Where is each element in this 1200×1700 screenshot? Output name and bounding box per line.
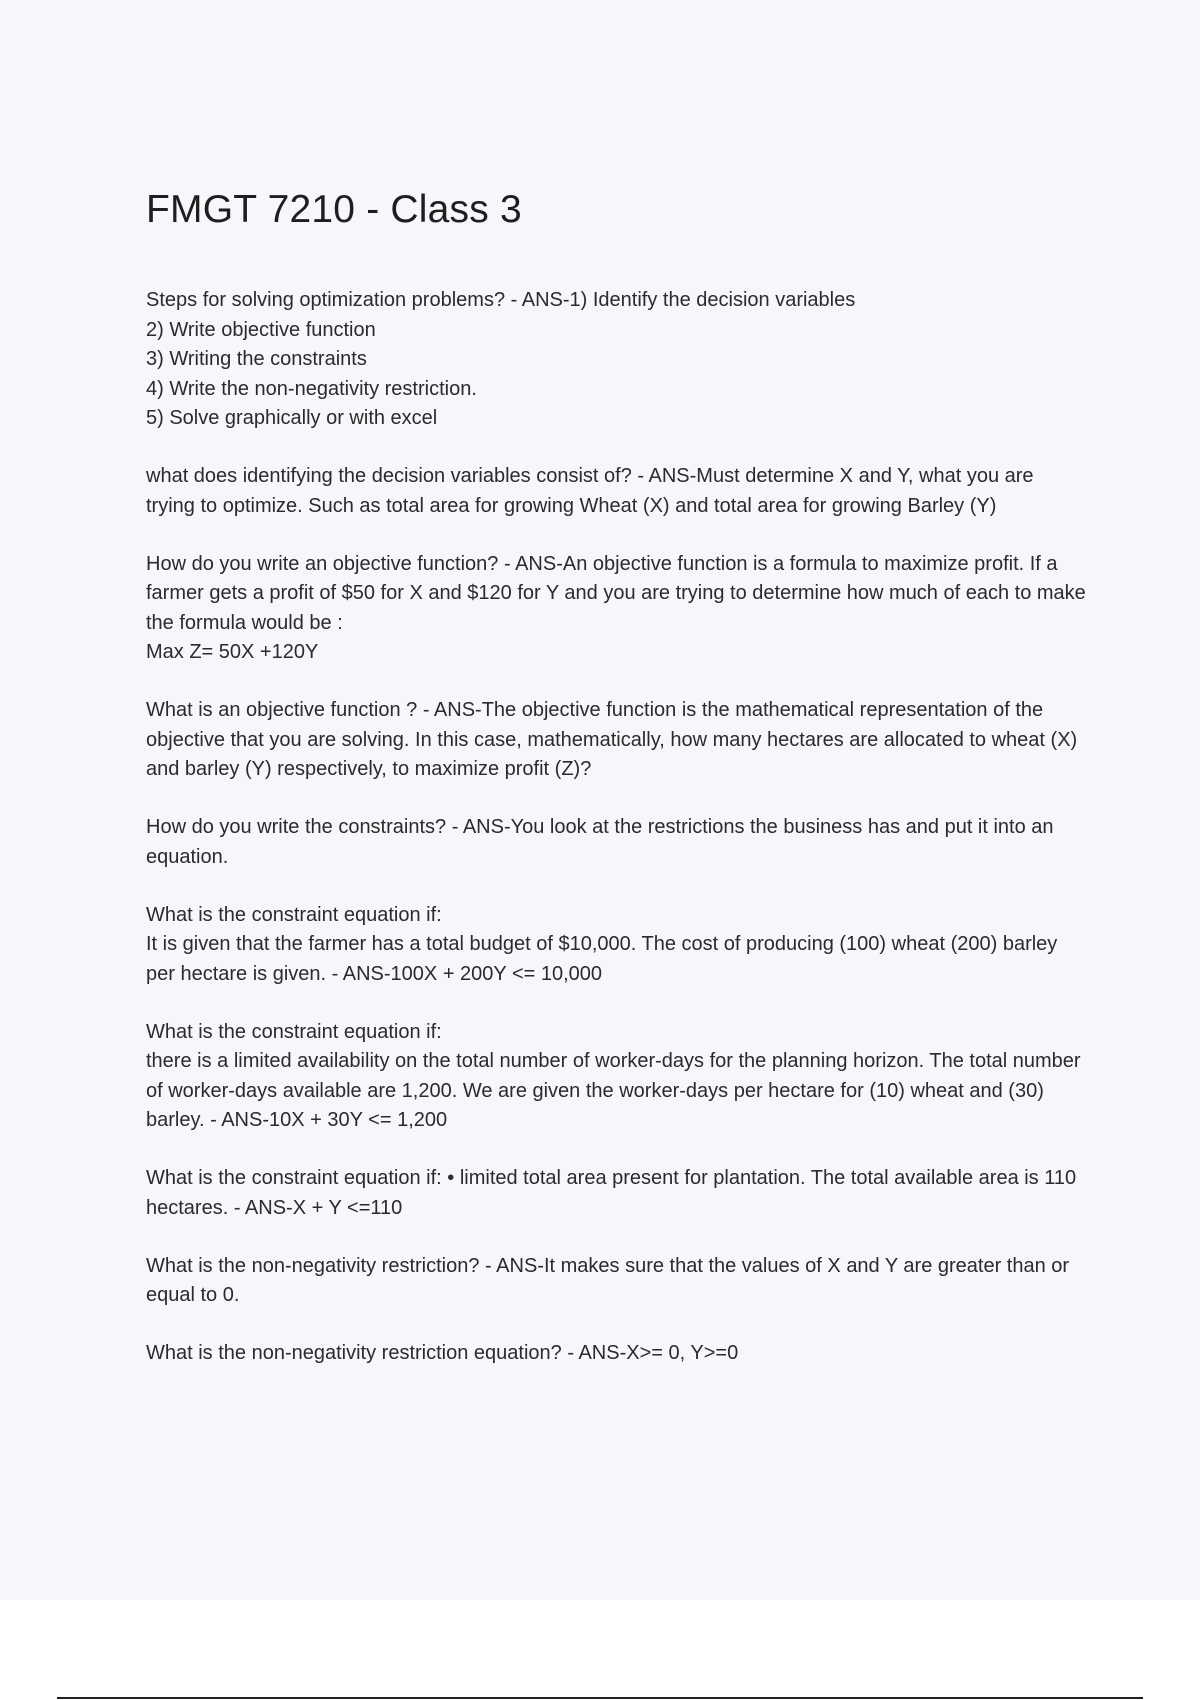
qa-entry-6: [146, 901, 1086, 990]
qa-line: What is the constraint equation if:: [146, 1020, 442, 1043]
qa-entry-8: [146, 1164, 1086, 1223]
document-content: [146, 186, 1086, 1397]
qa-line: What is the constraint equation if: • limited total area present for plantation. The total available area is 110 hectares. - ANS-X + Y <=110: [146, 1167, 1077, 1219]
qa-line: What is the non-negativity restriction equation? - ANS-X>= 0, Y>=0: [146, 1342, 739, 1364]
qa-entry-2: [146, 462, 1086, 521]
qa-line: Max Z= 50X +120Y: [146, 641, 319, 663]
qa-entry-7: [146, 1018, 1086, 1136]
qa-line: Steps for solving optimization problems? - ANS-1) Identify the decision variables: [146, 289, 856, 311]
qa-line: 4) Write the non-negativity restriction.: [146, 377, 477, 400]
qa-line: 2) Write objective function: [146, 318, 376, 341]
qa-entry-1: [146, 286, 1086, 434]
qa-line: How do you write the constraints? - ANS-You look at the restrictions the business has and put it into an equation.: [146, 816, 1054, 868]
footer-divider: [57, 1697, 1143, 1699]
qa-line: It is given that the farmer has a total budget of $10,000. The cost of producing (100) wheat (200) barley per hectare is given. - ANS-100X + 200Y <= 10,000: [146, 933, 1058, 985]
document-title: FMGT 7210 - Class 3: [146, 188, 522, 231]
qa-line: what does identifying the decision variables consist of? - ANS-Must determine X and Y, what you are trying to optimize. Such as total area for growing Wheat (X) and total area for growing Barley (Y): [146, 465, 1034, 517]
qa-line: 5) Solve graphically or with excel: [146, 407, 438, 429]
qa-entry-5: [146, 813, 1086, 872]
qa-line: there is a limited availability on the total number of worker-days for the planning horizon. The total number of worker-days available are 1,200. We are given the worker-days per hectare for (10) wheat and (30) barley. - ANS-10X + 30Y <= 1,200: [146, 1050, 1081, 1131]
qa-line: How do you write an objective function? - ANS-An objective function is a formula to maximize profit. If a farmer gets a profit of $50 for X and $120 for Y and you are trying to determine how much of each to make the formula would be :: [146, 552, 1086, 634]
qa-line: What is the non-negativity restriction? - ANS-It makes sure that the values of X and Y are greater than or equal to 0.: [146, 1254, 1070, 1306]
qa-line: What is an objective function ? - ANS-The objective function is the mathematical representation of the objective that you are solving. In this case, mathematically, how many hectares are allocated to wheat (X) and barley (Y) respectively, to maximize profit (Z)?: [146, 699, 1078, 780]
qa-line: 3) Writing the constraints: [146, 348, 367, 370]
qa-entry-4: [146, 696, 1086, 785]
qa-entry-9: [146, 1252, 1086, 1311]
qa-entry-10: [146, 1339, 1086, 1369]
qa-line: What is the constraint equation if:: [146, 903, 442, 926]
qa-entry-3: [146, 550, 1086, 668]
